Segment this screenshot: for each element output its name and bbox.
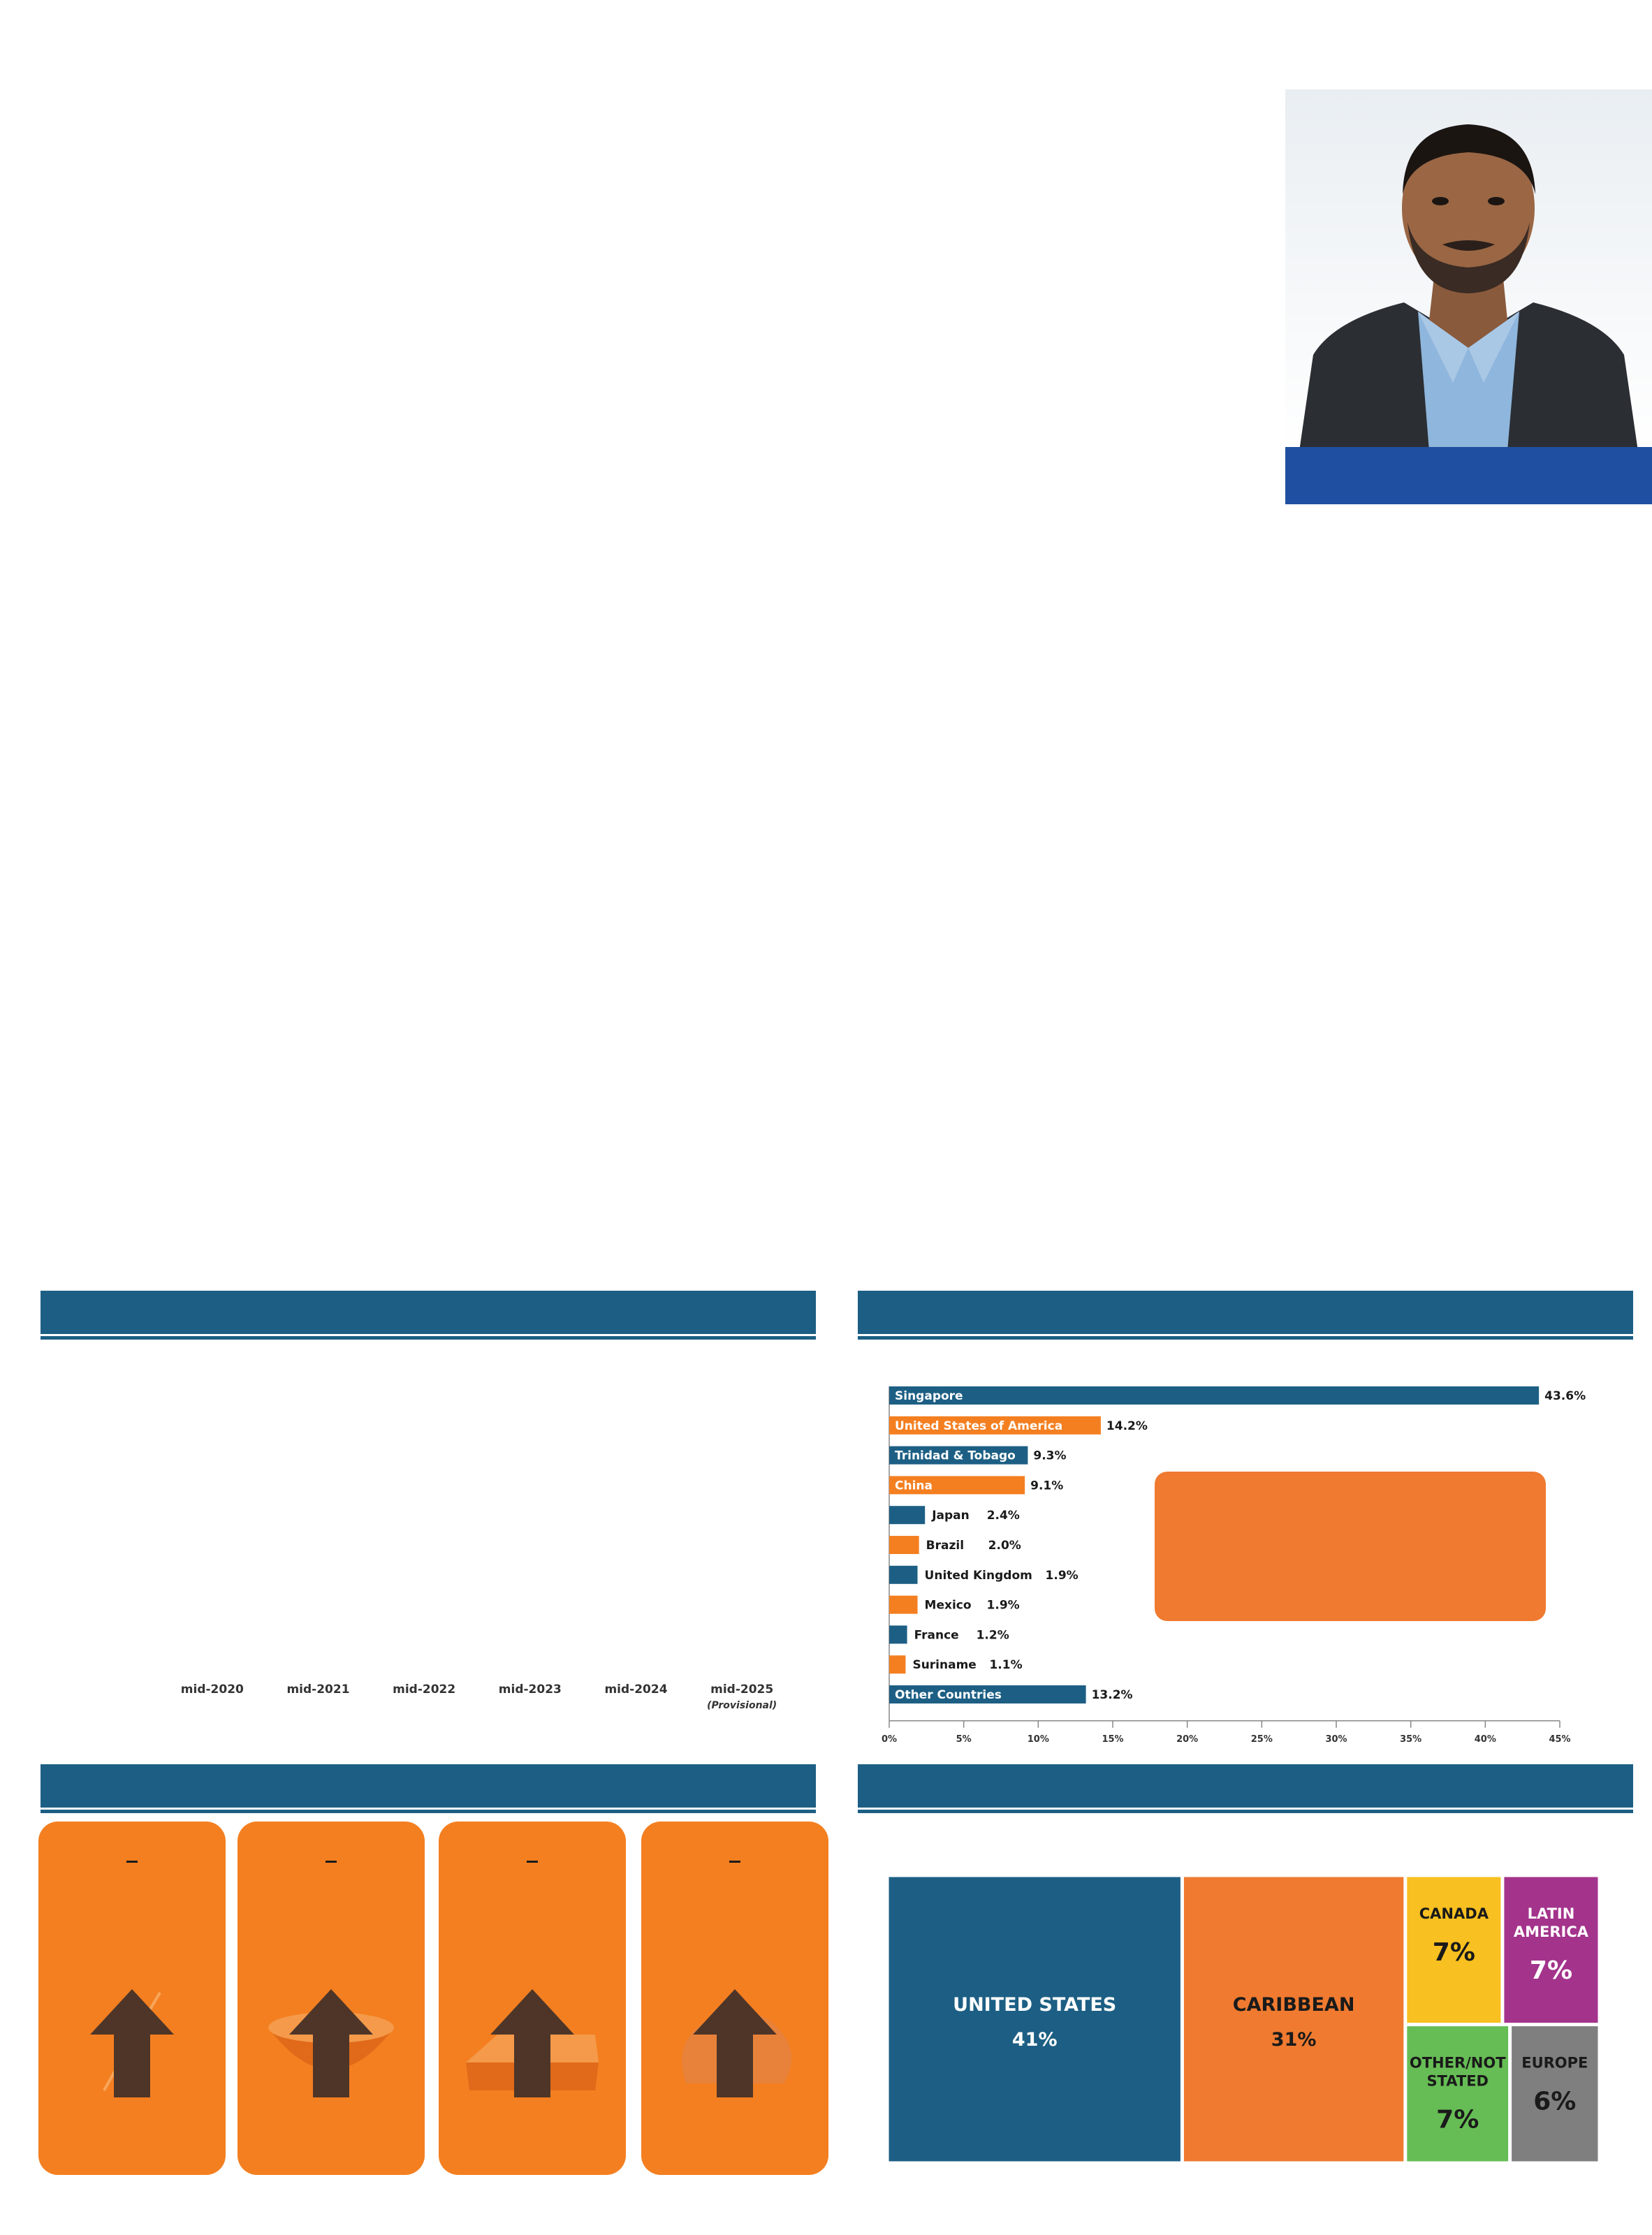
fig2-value-label: 1.1% [989, 1658, 1023, 1673]
fig1-x-tick-label: mid-2021 [286, 1683, 350, 1697]
fig2-category-label: United States of America [895, 1419, 1063, 1433]
fig2-x-tick-label: 35% [1400, 1734, 1422, 1745]
fig2-bar [889, 1655, 905, 1673]
fig4-tile-value: 6% [1533, 2087, 1577, 2116]
fig2-bar [889, 1536, 919, 1554]
rice-up-arrow-icon [55, 1986, 209, 2097]
fig4-tile-value: 7% [1529, 1956, 1573, 1985]
rice-card [38, 1822, 226, 2175]
sugar-up-arrow-icon [254, 1986, 408, 2097]
rice-name [126, 1833, 138, 1863]
fig2-x-tick-label: 30% [1325, 1734, 1347, 1745]
fig4-tile [1184, 1877, 1403, 2162]
fig2-x-tick-label: 45% [1549, 1734, 1571, 1745]
fig4-tile-label: OTHER/NOT [1409, 2054, 1506, 2072]
fig4-tile-value: 7% [1432, 1938, 1475, 1967]
fig1-x-tick-label: mid-2020 [180, 1683, 244, 1697]
figure-4-treemap [887, 1875, 1603, 2165]
figure-1-line-chart [41, 1390, 816, 1732]
sugar-name [326, 1833, 337, 1863]
fig2-x-tick-label: 25% [1250, 1734, 1273, 1745]
fig1-x-tick-label: mid-2023 [498, 1683, 562, 1697]
portrait-illustration [1285, 89, 1652, 451]
fig2-category-label: Other Countries [895, 1688, 1002, 1702]
fig2-category-label: France [914, 1628, 959, 1643]
gold-up-arrow-icon [455, 1986, 609, 2097]
fig2-category-label: Mexico [924, 1598, 972, 1613]
fig2-bar [889, 1386, 1539, 1405]
fig2-x-tick-label: 5% [956, 1734, 972, 1745]
fig4-tile-value: 41% [1011, 2029, 1058, 2051]
fig2-bar [889, 1625, 907, 1643]
figure-4-title [858, 1764, 1633, 1808]
fig1-x-tick-label: mid-2022 [393, 1683, 456, 1697]
fig1-x-tick-label: mid-2024 [604, 1683, 668, 1697]
portrait-photo [1285, 89, 1652, 451]
fig4-tile [889, 1877, 1180, 2162]
fig4-tile-label: AMERICA [1513, 1923, 1589, 1940]
fig1-x-tick-label: mid-2025 [710, 1683, 774, 1697]
fig4-tile-label: LATIN [1527, 1905, 1575, 1922]
fig2-value-label: 14.2% [1106, 1419, 1148, 1433]
fig2-x-tick-label: 20% [1176, 1734, 1199, 1745]
fig2-value-label: 43.6% [1544, 1389, 1586, 1403]
bauxite-name [729, 1833, 740, 1863]
fig4-tile-label: EUROPE [1521, 2054, 1588, 2072]
fig4-tile [1504, 1877, 1598, 2023]
fig4-tile-label: CANADA [1419, 1905, 1489, 1922]
fig4-tile [1407, 2026, 1508, 2161]
body-text [41, 624, 1635, 631]
bauxite-card [641, 1822, 828, 2175]
portrait-name [1285, 447, 1652, 504]
fig2-value-label: 9.3% [1033, 1449, 1067, 1463]
fig4-tile-value: 31% [1271, 2029, 1317, 2051]
fig2-x-tick-label: 0% [881, 1734, 898, 1745]
fig2-x-tick-label: 40% [1474, 1734, 1496, 1745]
fig2-value-label: 2.4% [986, 1509, 1020, 1523]
fig2-category-label: United Kingdom [924, 1568, 1032, 1583]
figure-1-title [41, 1291, 816, 1334]
fig4-tile-label: UNITED STATES [953, 1994, 1117, 2016]
fig2-category-label: Suriname [912, 1658, 977, 1673]
fig4-tile-label: CARIBBEAN [1232, 1994, 1355, 2016]
fig2-value-label: 2.0% [988, 1539, 1021, 1553]
fig2-category-label: Japan [932, 1509, 970, 1523]
figure-2-title [858, 1291, 1633, 1334]
fig2-category-label: Singapore [895, 1389, 963, 1403]
bauxite-up-arrow-icon [658, 1986, 812, 2097]
fig4-tile-value: 7% [1436, 2105, 1479, 2134]
figure-2-note [1155, 1472, 1546, 1621]
intro-text [41, 61, 1368, 68]
fig2-category-label: Trinidad & Tobago [895, 1449, 1016, 1463]
fig2-bar [889, 1566, 918, 1584]
fig2-category-label: Brazil [926, 1539, 965, 1553]
figure-3-title [41, 1764, 816, 1808]
fig2-value-label: 9.1% [1030, 1479, 1064, 1493]
sugar-card [237, 1822, 425, 2175]
fig2-x-tick-label: 10% [1027, 1734, 1049, 1745]
gold-card [439, 1822, 626, 2175]
fig2-value-label: 1.2% [976, 1628, 1009, 1643]
fig1-x-tick-note: (Provisional) [707, 1700, 777, 1711]
fig2-value-label: 13.2% [1091, 1688, 1133, 1702]
fig2-bar [889, 1506, 925, 1524]
fig4-tile-label: STATED [1426, 2072, 1489, 2090]
fig2-bar [889, 1596, 918, 1614]
fig2-category-label: China [895, 1479, 933, 1493]
fig2-value-label: 1.9% [986, 1598, 1020, 1613]
fig2-x-tick-label: 15% [1102, 1734, 1124, 1745]
gold-name [527, 1833, 538, 1863]
fig2-value-label: 1.9% [1045, 1568, 1079, 1583]
